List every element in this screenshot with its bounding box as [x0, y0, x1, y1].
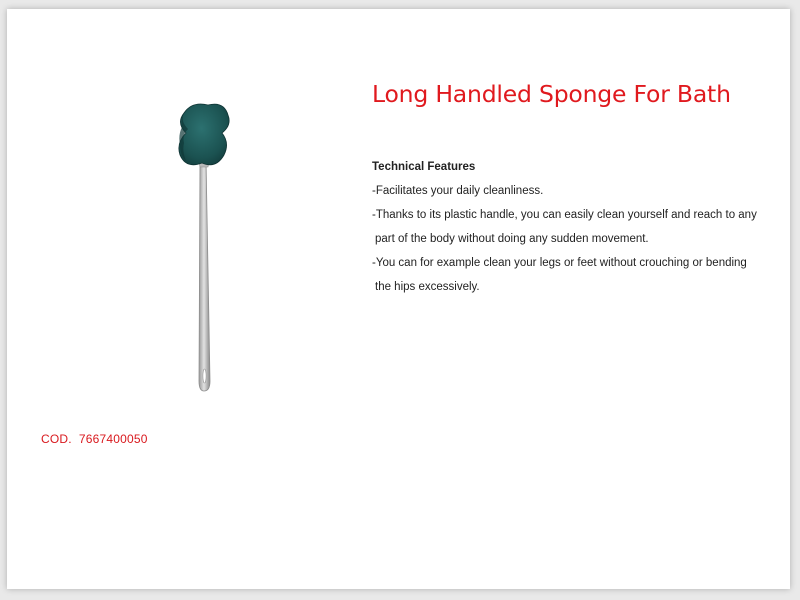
product-code: [41, 432, 148, 446]
feature-text: -Thanks to its plastic handle, you can easily clean yourself and reach to any: [372, 209, 757, 221]
product-code-value: 7667400050: [78, 432, 148, 446]
product-code-label: COD.: [41, 432, 72, 446]
feature-text-continued: part of the body without doing any sudden movement.: [375, 233, 649, 245]
feature-text: -Facilitates your daily cleanliness.: [372, 185, 544, 197]
feature-item: [372, 203, 757, 251]
product-title: Long Handled Sponge For Bath: [372, 80, 731, 108]
technical-features: [372, 155, 757, 299]
product-sheet: [7, 9, 790, 589]
features-heading: Technical Features: [372, 161, 476, 173]
feature-item: [372, 251, 752, 299]
bath-sponge-icon: [172, 99, 252, 399]
product-image: [172, 99, 252, 399]
feature-text-continued: the hips excessively.: [375, 281, 480, 293]
feature-text: -You can for example clean your legs or feet without crouching or bending: [372, 257, 747, 269]
feature-item: [372, 179, 752, 203]
